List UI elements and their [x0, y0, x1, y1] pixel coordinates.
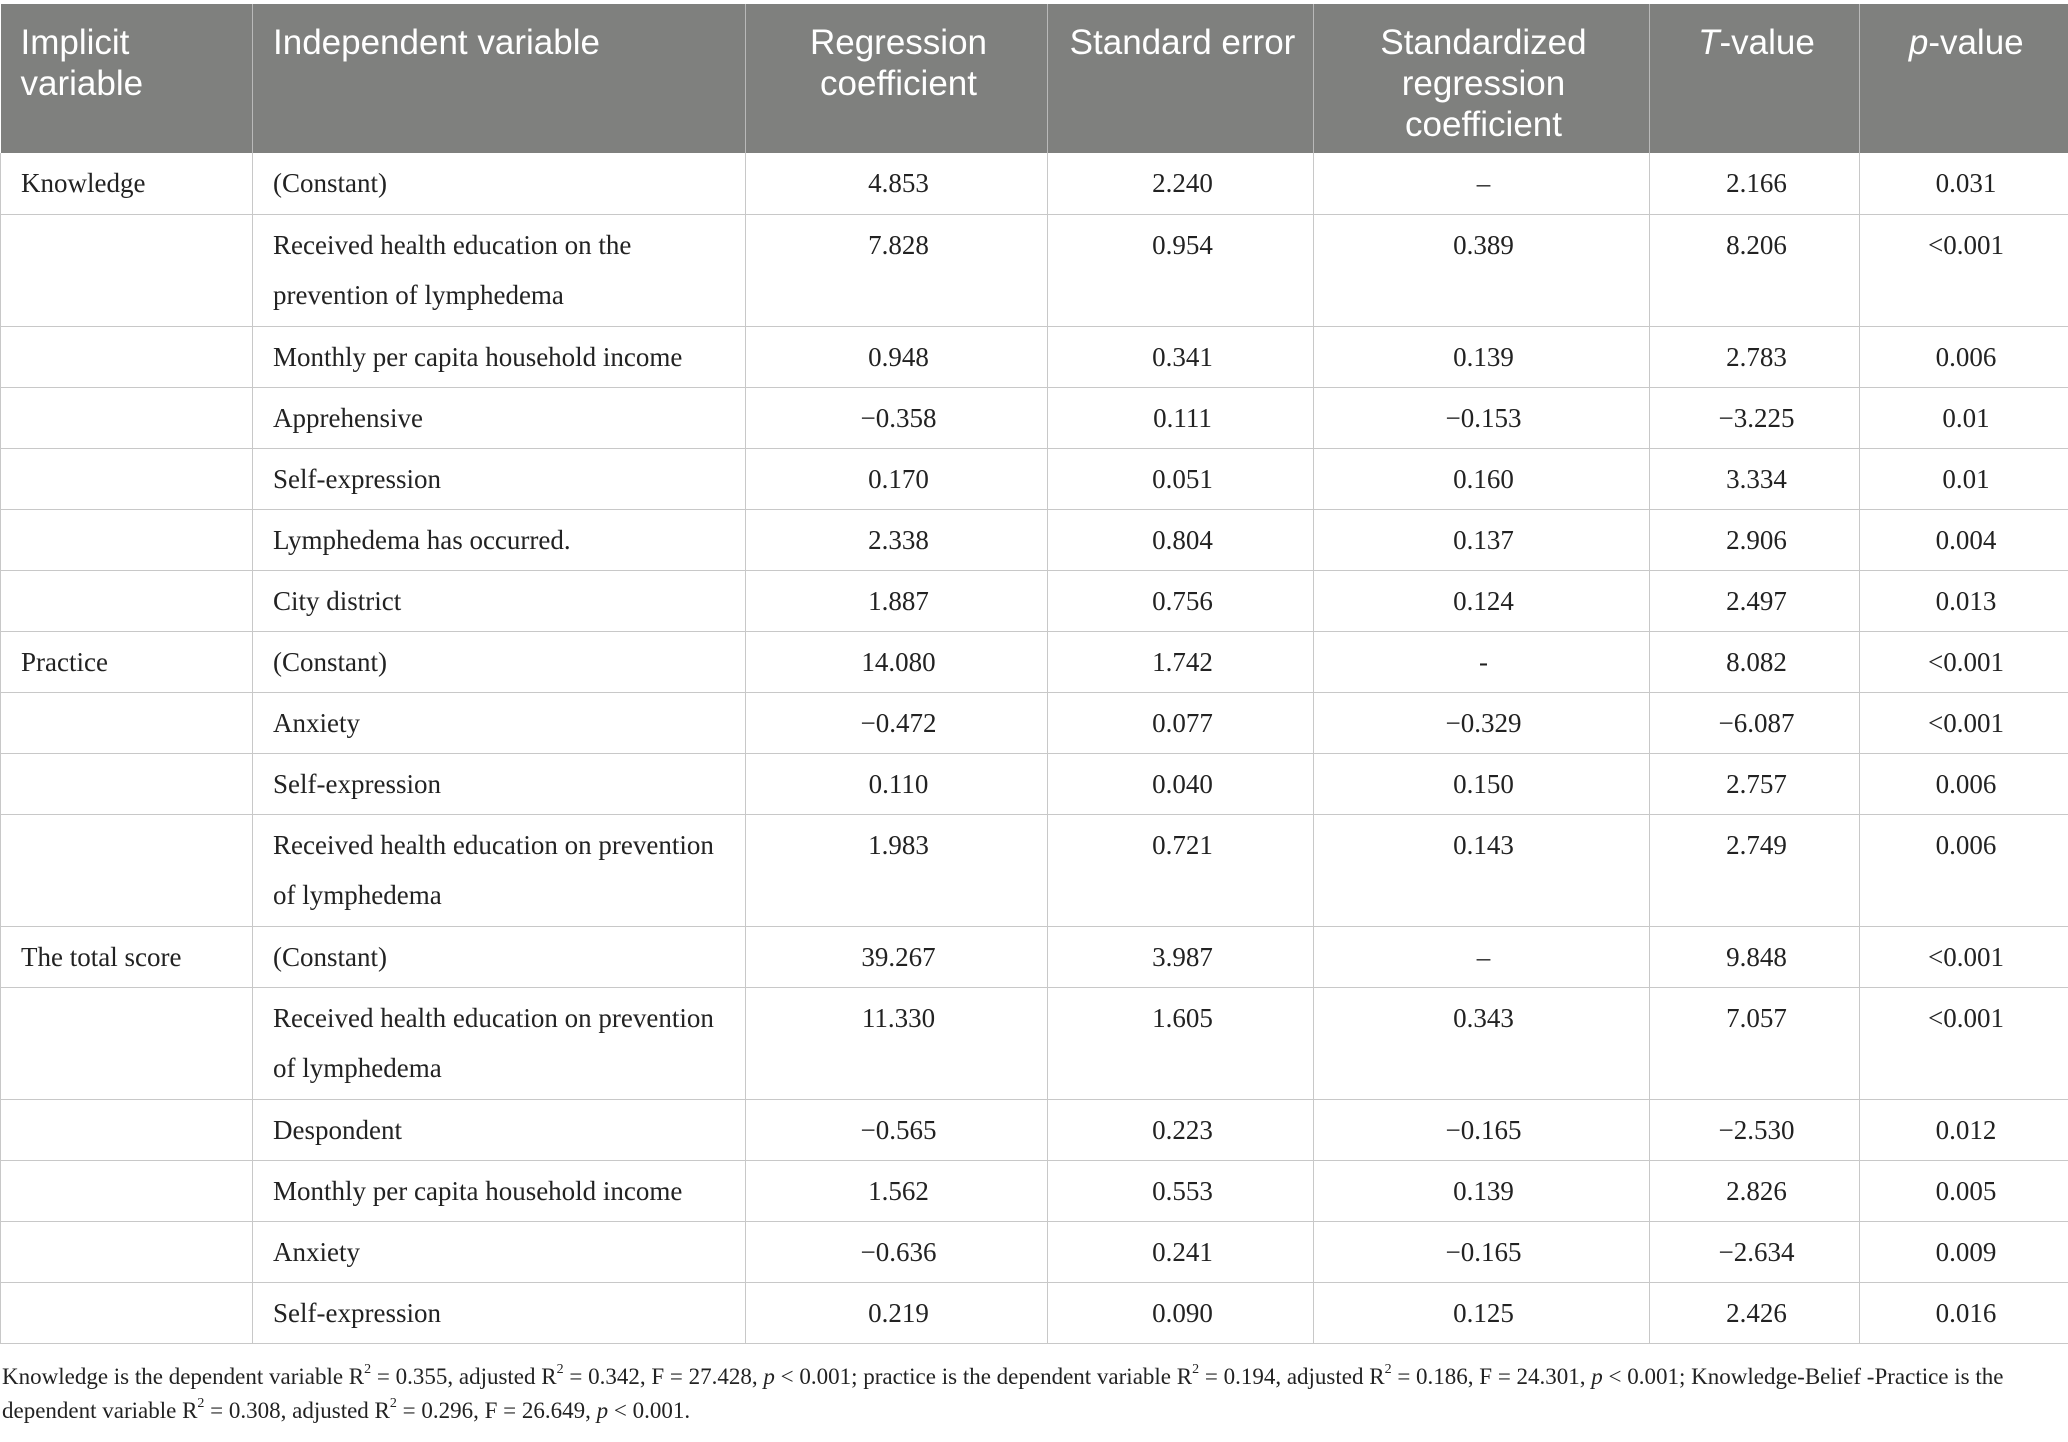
cell-standard-error: 0.111 — [1048, 387, 1314, 448]
cell-standardized-coefficient: – — [1314, 153, 1650, 214]
header-implicit-variable: Implicit variable — [1, 4, 253, 153]
cell-standard-error: 0.241 — [1048, 1221, 1314, 1282]
cell-t-value: 2.906 — [1650, 509, 1860, 570]
cell-standardized-coefficient: −0.329 — [1314, 692, 1650, 753]
cell-t-value: 2.749 — [1650, 814, 1860, 926]
cell-standard-error: 0.040 — [1048, 753, 1314, 814]
header-independent-variable: Independent variable — [253, 4, 746, 153]
cell-p-value: 0.006 — [1860, 753, 2068, 814]
cell-implicit-variable — [1, 692, 253, 753]
cell-regression-coefficient: 11.330 — [746, 987, 1048, 1099]
cell-independent-variable: Apprehensive — [253, 387, 746, 448]
table-row — [1, 692, 2068, 753]
table-row — [1, 214, 2068, 326]
cell-standardized-coefficient: 0.137 — [1314, 509, 1650, 570]
cell-standard-error: 0.051 — [1048, 448, 1314, 509]
cell-independent-variable: Self-expression — [253, 753, 746, 814]
cell-standardized-coefficient: −0.165 — [1314, 1221, 1650, 1282]
header-row — [1, 4, 2068, 153]
table-row — [1, 814, 2068, 926]
cell-implicit-variable — [1, 987, 253, 1099]
cell-standard-error: 1.605 — [1048, 987, 1314, 1099]
cell-standardized-coefficient: 0.125 — [1314, 1282, 1650, 1343]
cell-t-value: −3.225 — [1650, 387, 1860, 448]
table-row — [1, 1099, 2068, 1160]
cell-standard-error: 0.804 — [1048, 509, 1314, 570]
cell-t-value: 8.082 — [1650, 631, 1860, 692]
cell-p-value: 0.016 — [1860, 1282, 2068, 1343]
cell-p-value: 0.005 — [1860, 1160, 2068, 1221]
table-row — [1, 926, 2068, 987]
cell-regression-coefficient: −0.472 — [746, 692, 1048, 753]
cell-implicit-variable — [1, 387, 253, 448]
cell-independent-variable: Self-expression — [253, 448, 746, 509]
cell-t-value: 2.166 — [1650, 153, 1860, 214]
cell-standardized-coefficient: 0.139 — [1314, 326, 1650, 387]
regression-table — [0, 4, 2068, 1344]
cell-independent-variable: (Constant) — [253, 926, 746, 987]
cell-implicit-variable — [1, 753, 253, 814]
header-t-value: T-value — [1650, 4, 1860, 153]
cell-standardized-coefficient: 0.160 — [1314, 448, 1650, 509]
cell-t-value: 7.057 — [1650, 987, 1860, 1099]
cell-t-value: 2.783 — [1650, 326, 1860, 387]
cell-implicit-variable — [1, 214, 253, 326]
cell-implicit-variable: Knowledge — [1, 153, 253, 214]
table-row — [1, 387, 2068, 448]
table-row — [1, 631, 2068, 692]
cell-standard-error: 1.742 — [1048, 631, 1314, 692]
cell-standardized-coefficient: −0.165 — [1314, 1099, 1650, 1160]
cell-regression-coefficient: −0.358 — [746, 387, 1048, 448]
cell-independent-variable: Received health education on the prevention of lymphedema — [253, 214, 746, 326]
cell-implicit-variable — [1, 1282, 253, 1343]
cell-p-value: 0.012 — [1860, 1099, 2068, 1160]
cell-p-value: 0.01 — [1860, 448, 2068, 509]
cell-standardized-coefficient: 0.389 — [1314, 214, 1650, 326]
cell-regression-coefficient: 0.948 — [746, 326, 1048, 387]
cell-independent-variable: Monthly per capita household income — [253, 326, 746, 387]
cell-regression-coefficient: 39.267 — [746, 926, 1048, 987]
cell-standard-error: 0.223 — [1048, 1099, 1314, 1160]
cell-independent-variable: Anxiety — [253, 692, 746, 753]
cell-regression-coefficient: 7.828 — [746, 214, 1048, 326]
header-p-value: p-value — [1860, 4, 2068, 153]
cell-independent-variable: Despondent — [253, 1099, 746, 1160]
header-regression-coefficient: Regression coefficient — [746, 4, 1048, 153]
table-row — [1, 987, 2068, 1099]
cell-implicit-variable — [1, 1160, 253, 1221]
cell-independent-variable: Received health education on prevention of lymphedema — [253, 814, 746, 926]
cell-standardized-coefficient: 0.343 — [1314, 987, 1650, 1099]
cell-standard-error: 0.077 — [1048, 692, 1314, 753]
table-footnote: Knowledge is the dependent variable $R^2 = 0.355$, adjusted $R^2 = 0.342$, F = 27.428, p < 0.001; practice is the dependent variable $R^2 = 0.194$, adjusted $R^2 = 0.186$, F = 24.301, p < 0.001; Knowledge-Belief -Practice is the dependent variable $R^2 = 0.308$, adjusted $R^2 = 0.296$, F = 26.649, p < 0.001. — [2, 1362, 2004, 1423]
cell-standardized-coefficient: - — [1314, 631, 1650, 692]
cell-p-value: <0.001 — [1860, 214, 2068, 326]
cell-implicit-variable — [1, 326, 253, 387]
cell-standard-error: 0.721 — [1048, 814, 1314, 926]
table-row — [1, 153, 2068, 214]
cell-implicit-variable — [1, 509, 253, 570]
table-row — [1, 1160, 2068, 1221]
cell-t-value: 2.757 — [1650, 753, 1860, 814]
cell-independent-variable: Monthly per capita household income — [253, 1160, 746, 1221]
cell-implicit-variable — [1, 1099, 253, 1160]
cell-p-value: 0.01 — [1860, 387, 2068, 448]
cell-independent-variable: (Constant) — [253, 631, 746, 692]
cell-regression-coefficient: 14.080 — [746, 631, 1048, 692]
cell-standardized-coefficient: – — [1314, 926, 1650, 987]
cell-regression-coefficient: 4.853 — [746, 153, 1048, 214]
cell-standard-error: 3.987 — [1048, 926, 1314, 987]
cell-regression-coefficient: 0.170 — [746, 448, 1048, 509]
cell-regression-coefficient: 1.562 — [746, 1160, 1048, 1221]
cell-t-value: −6.087 — [1650, 692, 1860, 753]
cell-implicit-variable — [1, 814, 253, 926]
cell-t-value: 2.426 — [1650, 1282, 1860, 1343]
cell-standard-error: 0.756 — [1048, 570, 1314, 631]
cell-t-value: 8.206 — [1650, 214, 1860, 326]
cell-independent-variable: Anxiety — [253, 1221, 746, 1282]
cell-standard-error: 0.341 — [1048, 326, 1314, 387]
cell-p-value: 0.009 — [1860, 1221, 2068, 1282]
cell-standard-error: 0.090 — [1048, 1282, 1314, 1343]
table-row — [1, 326, 2068, 387]
cell-p-value: 0.013 — [1860, 570, 2068, 631]
table-row — [1, 1221, 2068, 1282]
cell-p-value: <0.001 — [1860, 631, 2068, 692]
table-body — [1, 153, 2068, 1343]
cell-p-value: <0.001 — [1860, 926, 2068, 987]
cell-t-value: 9.848 — [1650, 926, 1860, 987]
cell-standard-error: 0.954 — [1048, 214, 1314, 326]
cell-standardized-coefficient: 0.124 — [1314, 570, 1650, 631]
cell-standard-error: 0.553 — [1048, 1160, 1314, 1221]
cell-p-value: <0.001 — [1860, 692, 2068, 753]
cell-implicit-variable: The total score — [1, 926, 253, 987]
table-row — [1, 509, 2068, 570]
cell-p-value: 0.004 — [1860, 509, 2068, 570]
cell-independent-variable: City district — [253, 570, 746, 631]
table-row — [1, 448, 2068, 509]
cell-independent-variable: Self-expression — [253, 1282, 746, 1343]
cell-standardized-coefficient: 0.150 — [1314, 753, 1650, 814]
cell-regression-coefficient: 2.338 — [746, 509, 1048, 570]
cell-t-value: 2.826 — [1650, 1160, 1860, 1221]
cell-standard-error: 2.240 — [1048, 153, 1314, 214]
cell-p-value: 0.006 — [1860, 814, 2068, 926]
cell-p-value: <0.001 — [1860, 987, 2068, 1099]
cell-independent-variable: (Constant) — [253, 153, 746, 214]
cell-standardized-coefficient: −0.153 — [1314, 387, 1650, 448]
table-row — [1, 1282, 2068, 1343]
table-row — [1, 570, 2068, 631]
cell-standardized-coefficient: 0.143 — [1314, 814, 1650, 926]
cell-standardized-coefficient: 0.139 — [1314, 1160, 1650, 1221]
cell-implicit-variable — [1, 448, 253, 509]
cell-independent-variable: Lymphedema has occurred. — [253, 509, 746, 570]
table-row — [1, 753, 2068, 814]
cell-regression-coefficient: 0.219 — [746, 1282, 1048, 1343]
cell-p-value: 0.006 — [1860, 326, 2068, 387]
cell-t-value: 3.334 — [1650, 448, 1860, 509]
cell-t-value: −2.530 — [1650, 1099, 1860, 1160]
cell-p-value: 0.031 — [1860, 153, 2068, 214]
header-standardized-coefficient: Standardized regression coefficient — [1314, 4, 1650, 153]
cell-regression-coefficient: 1.983 — [746, 814, 1048, 926]
cell-implicit-variable — [1, 570, 253, 631]
cell-t-value: −2.634 — [1650, 1221, 1860, 1282]
cell-implicit-variable — [1, 1221, 253, 1282]
cell-implicit-variable: Practice — [1, 631, 253, 692]
cell-regression-coefficient: −0.636 — [746, 1221, 1048, 1282]
cell-t-value: 2.497 — [1650, 570, 1860, 631]
cell-regression-coefficient: −0.565 — [746, 1099, 1048, 1160]
header-standard-error: Standard error — [1048, 4, 1314, 153]
cell-regression-coefficient: 0.110 — [746, 753, 1048, 814]
cell-independent-variable: Received health education on prevention of lymphedema — [253, 987, 746, 1099]
cell-regression-coefficient: 1.887 — [746, 570, 1048, 631]
